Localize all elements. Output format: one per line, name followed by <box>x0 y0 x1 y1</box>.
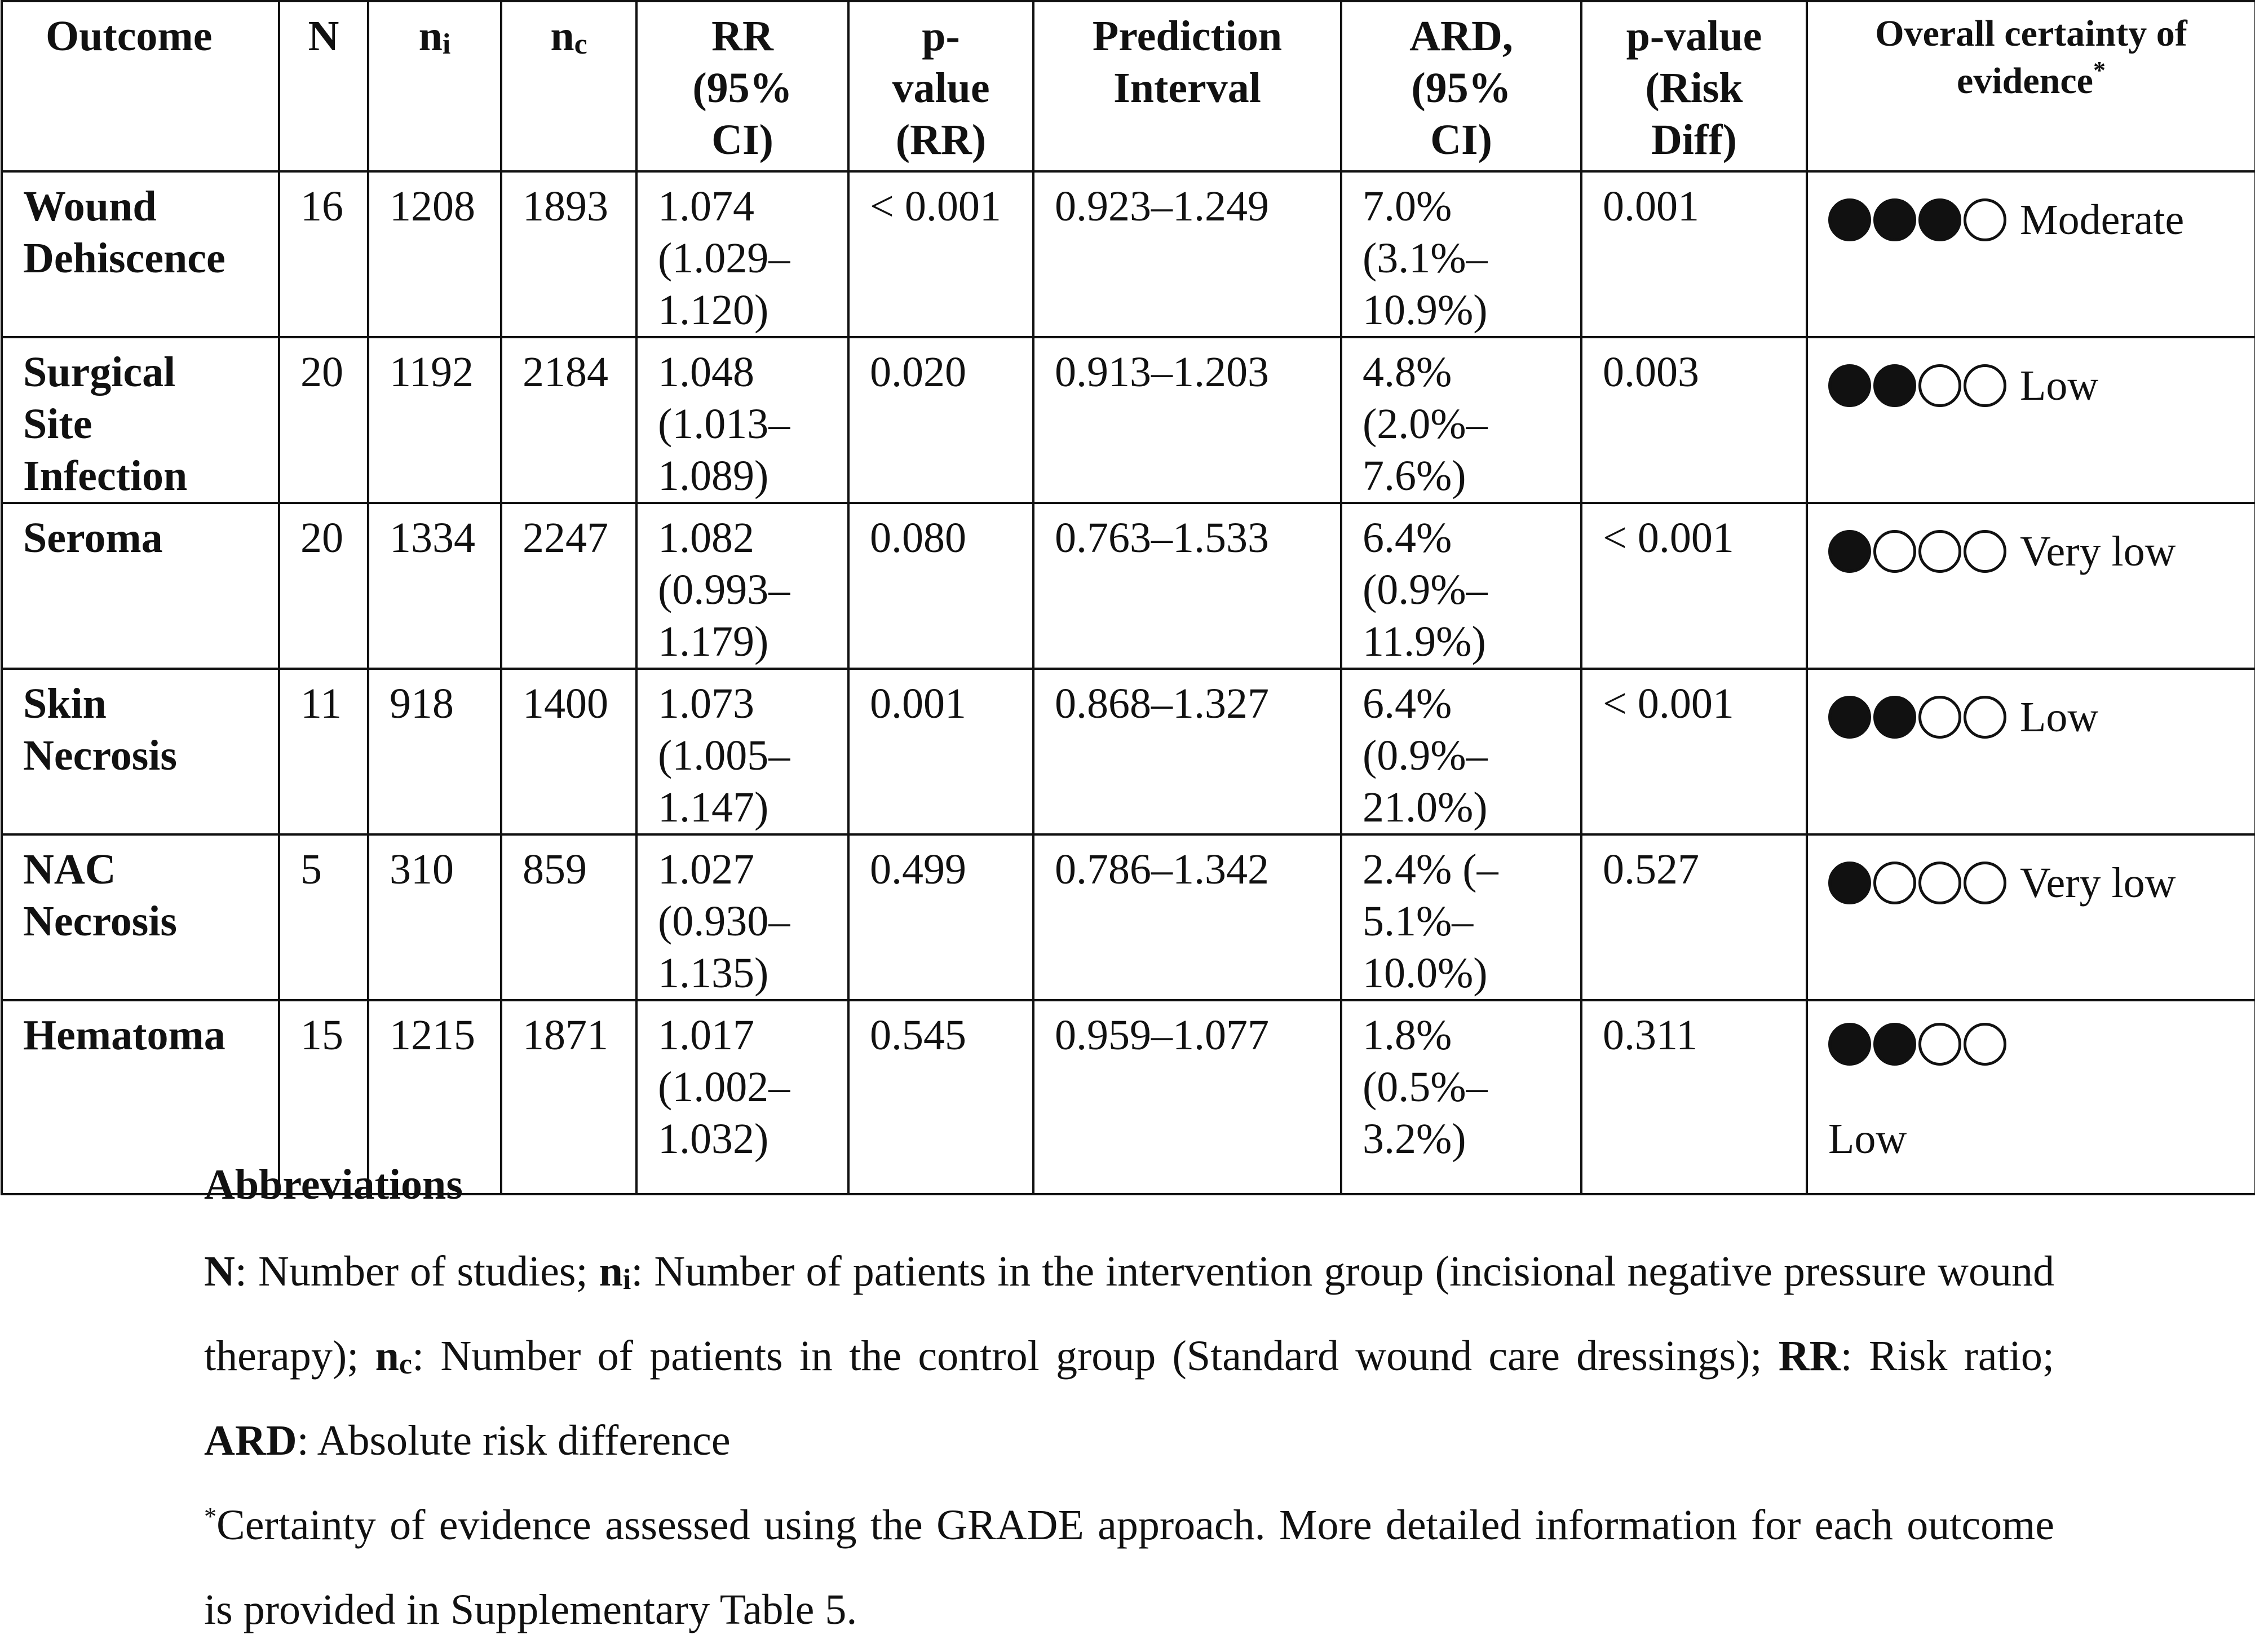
certainty-label: Moderate <box>2020 196 2185 244</box>
filled-circle-icon <box>1828 862 1871 904</box>
header-ni: $n_i$ <box>368 1 501 171</box>
certainty-dots <box>1828 198 2009 241</box>
cell-certainty <box>1807 834 2255 1000</box>
filled-circle-icon <box>1828 530 1871 573</box>
cell-ni: 1208 <box>368 171 501 337</box>
header-outcome: Outcome <box>2 1 279 171</box>
cell-p-value-risk-diff: < 0.001 <box>1581 669 1807 834</box>
empty-circle-icon <box>1918 696 1961 739</box>
certainty-label: Low <box>2020 362 2099 409</box>
certainty-rating <box>1828 691 2234 743</box>
cell-n: 16 <box>279 171 368 337</box>
cell-certainty <box>1807 171 2255 337</box>
certainty-dots <box>1828 696 2009 739</box>
empty-circle-icon <box>1964 696 2006 739</box>
header-ard: ARD, (95% CI) <box>1341 1 1581 171</box>
table-body <box>2 171 2255 1194</box>
cell-ard: 1.8% (0.5%– 3.2%) <box>1341 1000 1581 1194</box>
cell-n: 20 <box>279 337 368 503</box>
empty-circle-icon <box>1964 530 2006 573</box>
cell-n: 5 <box>279 834 368 1000</box>
filled-circle-icon <box>1873 696 1916 739</box>
cell-p-value-risk-diff: 0.311 <box>1581 1000 1807 1194</box>
cell-p-value-risk-diff: 0.527 <box>1581 834 1807 1000</box>
empty-circle-icon <box>1918 530 1961 573</box>
cell-rr: 1.082 (0.993– 1.179) <box>636 503 848 669</box>
header-certainty: Overall certainty of evidence* <box>1807 1 2255 171</box>
cell-p-value-rr: 0.499 <box>848 834 1033 1000</box>
cell-rr: 1.048 (1.013– 1.089) <box>636 337 848 503</box>
cell-rr: 1.074 (1.029– 1.120) <box>636 171 848 337</box>
cell-p-value-risk-diff: < 0.001 <box>1581 503 1807 669</box>
table-row <box>2 171 2255 337</box>
filled-circle-icon <box>1828 364 1871 407</box>
cell-ard: 6.4% (0.9%– 11.9%) <box>1341 503 1581 669</box>
header-prediction-interval: Prediction Interval <box>1033 1 1341 171</box>
cell-certainty <box>1807 669 2255 834</box>
cell-prediction-interval: 0.913–1.203 <box>1033 337 1341 503</box>
cell-n: 20 <box>279 503 368 669</box>
certainty-label: Very low <box>2020 859 2176 907</box>
empty-circle-icon <box>1964 364 2006 407</box>
certainty-label: Low <box>2020 694 2099 741</box>
certainty-label: Very low <box>2020 528 2176 575</box>
cell-ni: 310 <box>368 834 501 1000</box>
cell-certainty <box>1807 337 2255 503</box>
cell-ard: 4.8% (2.0%– 7.6%) <box>1341 337 1581 503</box>
filled-circle-icon <box>1873 364 1916 407</box>
cell-outcome: Hematoma <box>2 1000 279 1194</box>
certainty-dots <box>1828 862 2009 904</box>
cell-ard: 2.4% (– 5.1%– 10.0%) <box>1341 834 1581 1000</box>
cell-rr: 1.017 (1.002– 1.032) <box>636 1000 848 1194</box>
empty-circle-icon <box>1873 862 1916 904</box>
cell-p-value-rr: < 0.001 <box>848 171 1033 337</box>
cell-n: 15 <box>279 1000 368 1194</box>
cell-prediction-interval: 0.959–1.077 <box>1033 1000 1341 1194</box>
cell-p-value-risk-diff: 0.003 <box>1581 337 1807 503</box>
cell-outcome: Seroma <box>2 503 279 669</box>
cell-prediction-interval: 0.786–1.342 <box>1033 834 1341 1000</box>
cell-n: 11 <box>279 669 368 834</box>
header-p-value-risk-diff: p-value (Risk Diff) <box>1581 1 1807 171</box>
header-nc: $n_c$ <box>501 1 636 171</box>
cell-p-value-rr: 0.001 <box>848 669 1033 834</box>
cell-ni: 1192 <box>368 337 501 503</box>
filled-circle-icon <box>1918 198 1961 241</box>
cell-p-value-risk-diff: 0.001 <box>1581 171 1807 337</box>
filled-circle-icon <box>1828 1023 1871 1066</box>
certainty-label: Low <box>1828 1115 1907 1163</box>
cell-p-value-rr: 0.080 <box>848 503 1033 669</box>
abbreviations-heading: Abbreviations <box>204 1161 463 1208</box>
filled-circle-icon <box>1873 1023 1916 1066</box>
cell-prediction-interval: 0.923–1.249 <box>1033 171 1341 337</box>
cell-ni: 1215 <box>368 1000 501 1194</box>
certainty-dots <box>1828 364 2009 407</box>
table-row <box>2 669 2255 834</box>
certainty-rating <box>1828 360 2234 412</box>
cell-nc: 1871 <box>501 1000 636 1194</box>
cell-prediction-interval: 0.763–1.533 <box>1033 503 1341 669</box>
cell-ni: 918 <box>368 669 501 834</box>
abbreviations-text: N: Number of studies; $n_i$: Number of patients in the intervention group (incisional negative pressure wound therapy); $n_c$: Number of patients in the control group (Standard wound care dressings); RR: Risk ratio; ARD: Absolute risk difference <box>204 1248 2055 1464</box>
empty-circle-icon <box>1964 862 2006 904</box>
cell-nc: 1400 <box>501 669 636 834</box>
certainty-rating <box>1828 525 2234 577</box>
cell-outcome: Surgical Site Infection <box>2 337 279 503</box>
cell-ard: 7.0% (3.1%– 10.9%) <box>1341 171 1581 337</box>
table-row <box>2 834 2255 1000</box>
certainty-dots <box>1828 530 2009 573</box>
filled-circle-icon <box>1873 198 1916 241</box>
cell-ni: 1334 <box>368 503 501 669</box>
certainty-dots <box>1828 1023 2009 1066</box>
cell-p-value-rr: 0.020 <box>848 337 1033 503</box>
empty-circle-icon <box>1918 1023 1961 1066</box>
cell-prediction-interval: 0.868–1.327 <box>1033 669 1341 834</box>
table-row <box>2 503 2255 669</box>
cell-nc: 2184 <box>501 337 636 503</box>
table-row <box>2 337 2255 503</box>
header-rr: RR (95% CI) <box>636 1 848 171</box>
cell-rr: 1.027 (0.930– 1.135) <box>636 834 848 1000</box>
cell-nc: 1893 <box>501 171 636 337</box>
table-notes <box>204 1148 2054 1652</box>
cell-outcome: Wound Dehiscence <box>2 171 279 337</box>
table-header-row <box>2 1 2255 171</box>
header-p-value-rr: p- value (RR) <box>848 1 1033 171</box>
header-n: N <box>279 1 368 171</box>
empty-circle-icon <box>1964 198 2006 241</box>
cell-outcome: Skin Necrosis <box>2 669 279 834</box>
cell-p-value-rr: 0.545 <box>848 1000 1033 1194</box>
empty-circle-icon <box>1873 530 1916 573</box>
grade-footnote: *Certainty of evidence assessed using the GRADE approach. More detailed information for each outcome is provided in Supplementary Table 5. <box>204 1501 2054 1633</box>
empty-circle-icon <box>1918 364 1961 407</box>
cell-outcome: NAC Necrosis <box>2 834 279 1000</box>
cell-certainty <box>1807 503 2255 669</box>
cell-rr: 1.073 (1.005– 1.147) <box>636 669 848 834</box>
filled-circle-icon <box>1828 198 1871 241</box>
certainty-rating <box>1828 194 2234 246</box>
certainty-rating <box>1828 857 2234 909</box>
cell-nc: 859 <box>501 834 636 1000</box>
empty-circle-icon <box>1964 1023 2006 1066</box>
empty-circle-icon <box>1918 862 1961 904</box>
certainty-rating <box>1828 1023 2234 1165</box>
results-table <box>1 0 2255 1195</box>
cell-ard: 6.4% (0.9%– 21.0%) <box>1341 669 1581 834</box>
cell-nc: 2247 <box>501 503 636 669</box>
filled-circle-icon <box>1828 696 1871 739</box>
